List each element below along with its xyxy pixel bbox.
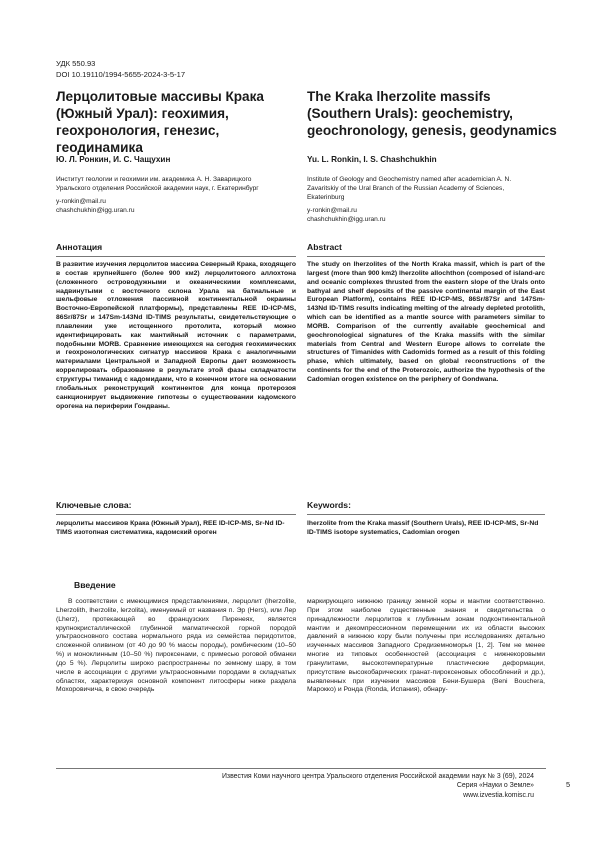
affiliation-russian-block: [56, 176, 284, 216]
keywords-russian: лерцолиты массивов Крака (Южный Урал), REE ID-ICP-MS, Sr-Nd ID-TIMS изотопная систематика, кадомский ороген: [56, 520, 285, 536]
affiliation-english-block: [307, 176, 527, 225]
footer-divider: [56, 768, 546, 769]
introduction-column-1: [56, 598, 296, 695]
affiliation-russian: Институт геологии и геохимии им. академика А. Н. Заварицкого Уральского отделения Российской академии наук, г. Екатеринбург: [56, 176, 259, 192]
divider: [307, 256, 545, 257]
divider: [307, 514, 545, 515]
authors-russian: Ю. Л. Ронкин, И. С. Чащухин: [56, 155, 171, 164]
title-russian: Лерцолитовые массивы Крака (Южный Урал): геохимия, геохронология, генезис, геодинамика: [56, 89, 264, 155]
journal-website[interactable]: www.izvestia.komisc.ru: [463, 791, 534, 799]
divider: [56, 514, 296, 515]
affiliation-english: Institute of Geology and Geochemistry named after academician A. N. Zavaritskiy of the Ural Branch of the Russian Academy of Sciences, Ekaterinburg: [307, 176, 512, 201]
email-ronkin-en[interactable]: y-ronkin@mail.ru: [307, 206, 357, 214]
journal-footer: [222, 772, 534, 800]
divider: [56, 256, 296, 257]
keywords-english: lherzolite from the Kraka massif (Southern Urals), REE ID-ICP-MS, Sr-Nd ID-TIMS isotope systematics, Cadomian orogen: [307, 520, 539, 536]
abstract-english: The study on lherzolites of the North Kraka massif, which is part of the largest (more than 900 km2) lherzolite allochthon (composed of island-arc and oceanic complexes thrusted from the eastern slope of the Urals onto bathyal and shelf deposits of the passive continental margin of the East European Platform), contains REE ID-ICP-MS, 86Sr/87Sr and 147Sm-143Nd ID-TIMS results indicating melting of the already depleted protolith, which can be identified as a mantle source with parameters similar to MORB. Comparison of the currently available geochemical and geochronological signatures of the Kraka massifs with the similar materials from Central and Western Europe allows to correlate the structures of Timanides with Cadomids formed as a result of this folding phase, which ultimately, based on global reconstructions of the continents for the end of the Proterozoic, authorize the hypothesis of the Cadomian orogen existence on the periphery of Gondwana.: [307, 261, 545, 383]
article-identifiers: [56, 58, 185, 80]
introduction-paragraph-continued: маркирующего нижнюю границу земной коры и мантии соответственно. При этом наиболее существенные знания и свидетельства о принадлежности лерцолитов к глубинным зонам подконтинентальной мантии и декомпрессионном перемещении их из области высоких давлений в нижнюю кору были получены при исследованиях детально изученных массивов Западного Средиземноморья [1, 2]. Тем не менее многие из типовых особенностей (ассоциация с нижнекоровыми гранулитами, высокотемпературные пластические деформации, присутствие высокобарических гранат-пироксеновых обособлений и др.), выявленных при изучении массивов Бени-Бушера (Beni Bouchera, Марокко) и Ронда (Ronda, Испания), обнару-: [307, 598, 545, 694]
journal-series: Серия «Науки о Земле»: [456, 782, 534, 790]
keywords-heading-russian: Ключевые слова:: [56, 500, 132, 510]
email-chashchukhin-en[interactable]: chashchukhin@igg.uran.ru: [307, 215, 386, 223]
title-english: The Kraka lherzolite massifs (Southern Urals): geochemistry, geochronology, genesis, geodynamics: [307, 89, 557, 138]
udk-code: УДК 550.93: [56, 59, 96, 68]
keywords-heading-english: Keywords:: [307, 500, 351, 510]
doi: DOI 10.19110/1994-5655-2024-3-5-17: [56, 70, 186, 79]
introduction-paragraph: В соответствии с имеющимися представлениями, лерцолит (lherzolite, Lherzolith, lherzolite, lerzolita), именуемый от названия п. Эр (Hers), или Лер (Lherz), протекающей во французских Пиренеях, является крупнокристаллической глубинной магматической горной породой ультраосновного состава нормального ряда из семейства перидотитов, сложенной оливином (от 40 до 90 % массы породы), ромбическим (10–50 %) и моноклинным (10–50 %) пироксенами, с примесью роговой обманки (до 5 %). Лерцолиты широко распространены по земному шару, в том числе в ассоциации с другими ультраосновными породами в складчатых областях, характеризуя основной компонент литосферы ниже раздела Мохоровичича, в свою очередь: [56, 598, 296, 694]
journal-name: Известия Коми научного центра Уральского отделения Российской академии наук № 3 (69), 2024: [221, 773, 534, 780]
abstract-heading-english: Abstract: [307, 242, 342, 252]
page-number: 5: [566, 780, 571, 789]
introduction-column-2: [307, 598, 545, 695]
authors-english: Yu. L. Ronkin, I. S. Chashchukhin: [307, 155, 437, 164]
email-chashchukhin-ru[interactable]: chashchukhin@igg.uran.ru: [56, 206, 135, 214]
abstract-heading-russian: Аннотация: [56, 242, 103, 252]
introduction-heading: Введение: [74, 580, 116, 590]
email-ronkin-ru[interactable]: y-ronkin@mail.ru: [56, 197, 106, 205]
abstract-russian: В развитие изучения лерцолитов массива Северный Крака, входящего в состав крупнейшего (более 900 км2) лерцолитового аллохтона (сложенного островодужными и океаническими комплексами, надвинутыми с восточного склона Урала на батиальные и шельфовые отложения пассивной континентальной окраины Восточно-Европейской платформы), представлены REE ID-ICP-MS, 86Sr/87Sr и 147Sm-143Nd ID-TIMS результаты, свидетельствующие о плавлении уже истощенного протолита, который можно идентифицировать как мантийный источник с параметрами, подобными MORB. Сравнение имеющихся на сегодня геохимических и геохронологических сигнатур массивов Крака с аналогичными материалами Центральной и Западной Европы дает возможность коррелировать образование в результате этой фазы складчатости структуры тиманид с кадомидами, что в конечном итоге на основании глобальных реконструкций континентов для конца протерозоя санкционирует выдвижение гипотезы о существовании кадомского орогена на периферии Гондваны.: [56, 261, 296, 410]
